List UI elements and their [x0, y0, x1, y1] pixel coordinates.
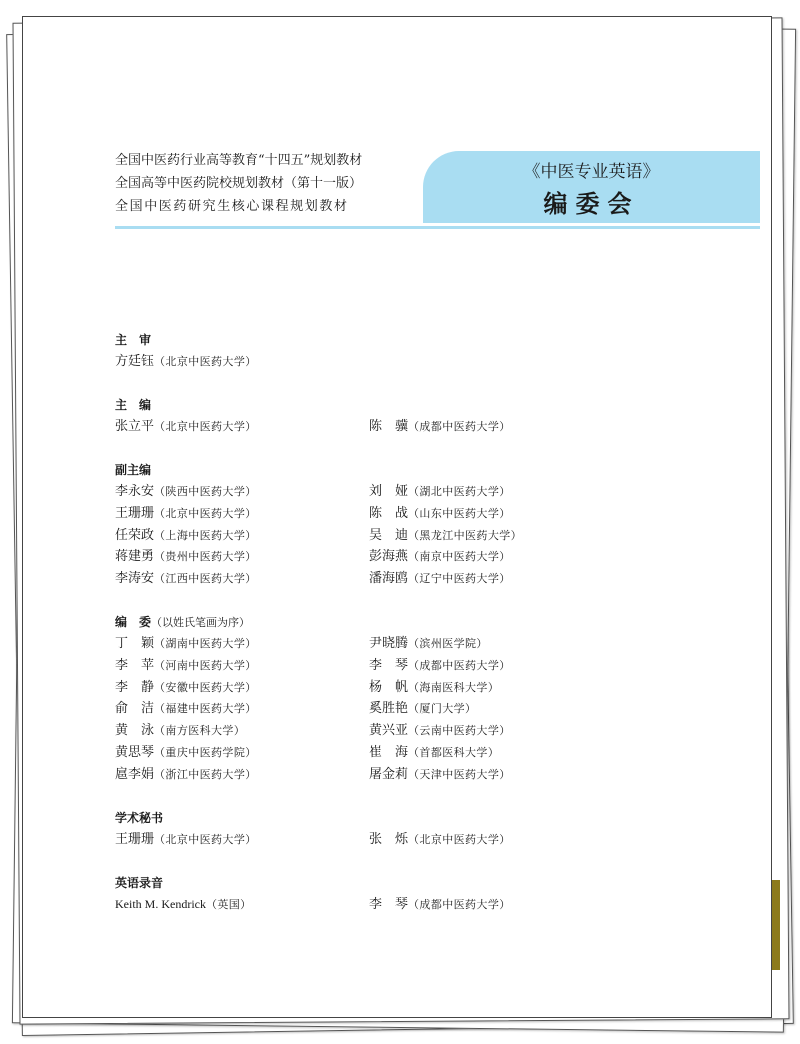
- member-entry: [369, 764, 511, 786]
- member-entry: [115, 633, 257, 655]
- member-entry: [369, 525, 522, 547]
- member-affiliation: （英国）: [205, 898, 252, 911]
- member-name: 李 琴: [369, 657, 409, 673]
- member-name: 奚胜艳: [369, 701, 409, 717]
- member-name: 王珊珊: [115, 832, 155, 847]
- member-affiliation: （山东中医药大学）: [408, 506, 511, 520]
- member-row: [115, 503, 511, 525]
- member-affiliation: （成都中医药大学）: [408, 658, 511, 672]
- member-name: 陈 战: [369, 505, 409, 521]
- member-entry: [369, 742, 499, 764]
- member-row: [115, 655, 511, 677]
- member-entry: [369, 655, 511, 677]
- title-banner: [423, 151, 760, 223]
- member-name: 俞 洁: [115, 701, 155, 717]
- section-note: （以姓氏笔画为序）: [151, 616, 251, 629]
- member-entry: [369, 416, 511, 438]
- member-name: Keith M. Kendrick: [115, 897, 206, 911]
- member-affiliation: （北京中医药大学）: [154, 833, 257, 846]
- member-affiliation: （天津中医药大学）: [408, 767, 511, 781]
- member-name: 杨 帆: [369, 679, 409, 695]
- member-affiliation: （厦门大学）: [408, 702, 477, 716]
- member-entry: [115, 351, 257, 373]
- member-row: [115, 677, 500, 699]
- member-entry: [115, 698, 257, 720]
- member-name: 刘 娅: [369, 484, 409, 499]
- member-affiliation: （陕西中医药大学）: [154, 485, 257, 498]
- section-title: 主 编: [115, 398, 152, 412]
- member-affiliation: （安徽中医药大学）: [154, 680, 257, 694]
- member-name: 李 琴: [369, 897, 409, 912]
- section-title-text: 编 委: [115, 615, 152, 629]
- section-editorial-members: [115, 611, 511, 786]
- member-name: 屠金莉: [369, 766, 409, 782]
- series-line: 全国高等中医药院校规划教材（第十一版）: [115, 176, 363, 191]
- member-entry: [369, 894, 511, 916]
- member-entry: [115, 481, 257, 503]
- member-row: [115, 764, 511, 786]
- section-chief-reviewer: [115, 329, 257, 373]
- header-divider: [115, 226, 760, 229]
- member-affiliation: （南方医科大学）: [154, 724, 246, 738]
- member-name: 张立平: [115, 419, 155, 434]
- member-name: 彭海燕: [369, 549, 409, 565]
- member-name: 李涛安: [115, 571, 155, 587]
- member-name: 李 苹: [115, 657, 155, 673]
- member-name: 崔 海: [369, 744, 409, 760]
- member-entry: [115, 416, 257, 438]
- member-affiliation: （湖北中医药大学）: [408, 485, 511, 498]
- member-name: 吴 迪: [369, 527, 409, 543]
- member-entry: [115, 546, 257, 568]
- member-name: 黄兴亚: [369, 723, 409, 739]
- member-row: [115, 525, 523, 547]
- member-row: [115, 546, 511, 568]
- member-entry: [369, 633, 488, 655]
- member-row: [115, 698, 477, 720]
- member-affiliation: （北京中医药大学）: [154, 506, 257, 520]
- series-line: 全国中医药研究生核心课程规划教材: [115, 199, 349, 214]
- member-row: [115, 633, 488, 655]
- member-entry: [115, 894, 252, 916]
- member-entry: [369, 720, 511, 742]
- member-affiliation: （海南医科大学）: [408, 680, 500, 694]
- member-entry: [115, 742, 257, 764]
- member-name: 李 静: [115, 679, 155, 695]
- member-affiliation: （重庆中医药学院）: [154, 745, 257, 759]
- member-affiliation: （北京中医药大学）: [154, 355, 257, 368]
- member-affiliation: （成都中医药大学）: [408, 420, 511, 433]
- member-entry: [369, 546, 511, 568]
- member-entry: [115, 764, 257, 786]
- book-title: 《中医专业英语》: [523, 162, 660, 182]
- member-entry: [115, 525, 257, 547]
- member-row: [115, 829, 511, 851]
- member-entry: [369, 677, 499, 699]
- member-row: [115, 894, 511, 916]
- section-title: 副主编: [115, 463, 152, 477]
- section-academic-secretary: [115, 807, 511, 851]
- member-name: 黄 泳: [115, 723, 155, 739]
- member-row: [115, 568, 511, 590]
- member-name: 方廷钰: [115, 354, 155, 369]
- member-entry: [369, 829, 511, 851]
- committee-title: 编委会: [543, 189, 640, 218]
- member-affiliation: （贵州中医药大学）: [154, 550, 257, 564]
- member-row: [115, 720, 511, 742]
- member-affiliation: （首都医科大学）: [408, 745, 500, 759]
- section-title: 学术秘书: [115, 811, 164, 825]
- member-affiliation: （云南中医药大学）: [408, 724, 511, 738]
- member-entry: [115, 829, 257, 851]
- member-entry: [369, 698, 476, 720]
- section-title: [115, 611, 250, 633]
- member-affiliation: （成都中医药大学）: [408, 898, 511, 911]
- section-title: 英语录音: [115, 876, 164, 890]
- member-name: 张 烁: [369, 832, 409, 847]
- member-affiliation: （北京中医药大学）: [408, 833, 511, 846]
- member-entry: [369, 568, 511, 590]
- member-name: 扈李娟: [115, 766, 155, 782]
- member-affiliation: （滨州医学院）: [408, 637, 488, 650]
- section-title: 主 审: [115, 333, 152, 347]
- member-name: 尹晓腾: [369, 636, 409, 651]
- member-row: [115, 742, 500, 764]
- member-affiliation: （南京中医药大学）: [408, 550, 511, 564]
- series-line: 全国中医药行业高等教育“十四五”规划教材: [115, 153, 363, 168]
- member-affiliation: （北京中医药大学）: [154, 420, 257, 433]
- member-entry: [115, 655, 257, 677]
- member-row: [115, 416, 511, 438]
- section-associate-editors: [115, 459, 523, 590]
- member-entry: [115, 720, 245, 742]
- member-name: 陈 骥: [369, 419, 409, 434]
- member-affiliation: （黑龙江中医药大学）: [408, 528, 523, 542]
- member-name: 王珊珊: [115, 505, 155, 521]
- member-affiliation: （福建中医药大学）: [154, 702, 257, 716]
- member-affiliation: （辽宁中医药大学）: [408, 572, 511, 586]
- member-affiliation: （浙江中医药大学）: [154, 767, 257, 781]
- member-name: 黄思琴: [115, 744, 155, 760]
- member-affiliation: （上海中医药大学）: [154, 528, 257, 542]
- member-name: 李永安: [115, 484, 155, 499]
- member-entry: [115, 503, 257, 525]
- member-name: 任荣政: [115, 527, 155, 543]
- series-info: [115, 149, 362, 218]
- section-chief-editor: [115, 394, 511, 438]
- member-affiliation: （河南中医药大学）: [154, 658, 257, 672]
- member-entry: [369, 481, 511, 503]
- member-entry: [369, 503, 511, 525]
- member-affiliation: （江西中医药大学）: [154, 572, 257, 586]
- document-page: [22, 16, 772, 1018]
- member-row: [115, 481, 511, 503]
- member-row: [115, 351, 257, 373]
- member-name: 潘海鸥: [369, 571, 409, 587]
- member-name: 蒋建勇: [115, 549, 155, 565]
- member-name: 丁 颖: [115, 636, 155, 651]
- member-affiliation: （湖南中医药大学）: [154, 637, 257, 650]
- member-entry: [115, 677, 257, 699]
- member-entry: [115, 568, 257, 590]
- section-english-recording: [115, 872, 511, 916]
